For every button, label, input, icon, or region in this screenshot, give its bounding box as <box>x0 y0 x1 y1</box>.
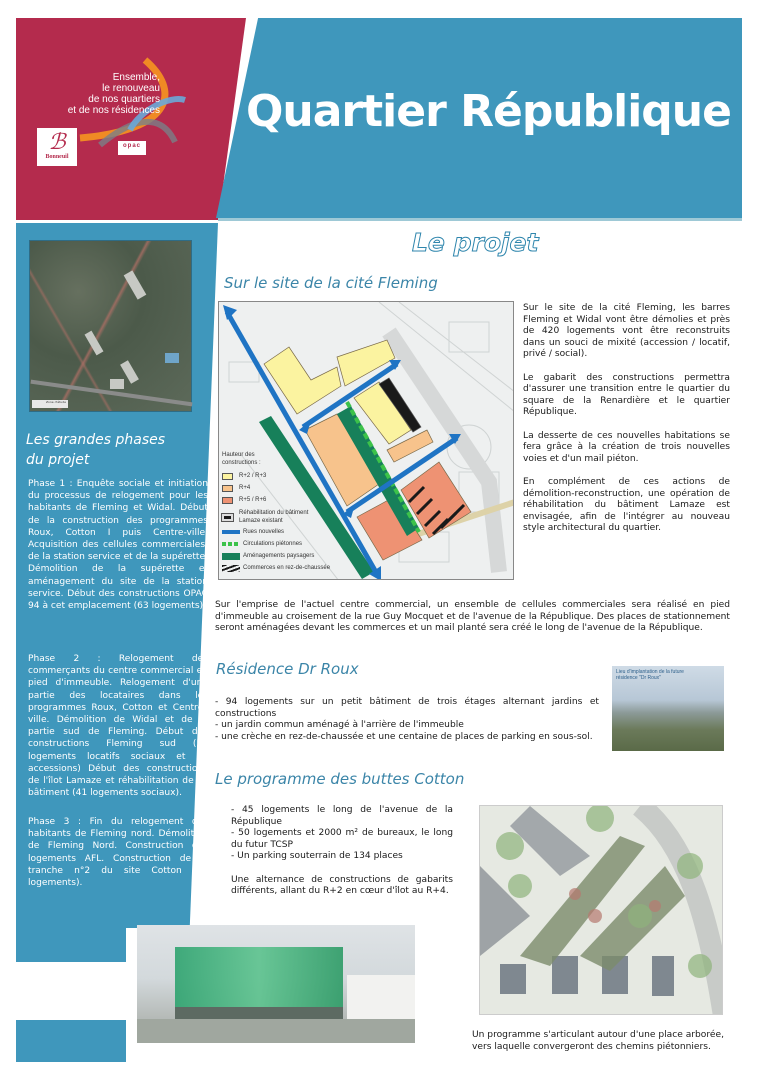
legend-item <box>222 550 342 562</box>
legend-item <box>222 538 342 550</box>
roux-bullet: - une crèche en rez-de-chaussée et une centaine de places de parking en sous-sol. <box>215 731 593 742</box>
phases-title-line: du projet <box>26 452 90 468</box>
legend-label: Réhabilitation du bâtiment Lamaze existant <box>239 510 309 524</box>
phase-2-text: Phase 2 : Relogement des commerçants du centre commercial en pied d'immeuble. Relogement d'une partie des locataires dans les programmes Roux, Cotton et Centre?ville. Démolition de Widal et de la partie sud de Fleming. Début des constructions Fleming sud (52 logements locatifs sociaux et 37 accessions) Début des constructions de l'îlot Lamaze et réhabilitation de ce bâtiment (41 logements sociaux). <box>28 654 208 799</box>
ground-floor <box>175 1007 343 1019</box>
fleming-description <box>523 303 730 546</box>
legend-item <box>222 562 342 574</box>
slogan-line: et de nos résidences <box>67 105 160 116</box>
bottom-strip <box>16 1020 126 1062</box>
legend-item <box>222 470 342 482</box>
legend-label: Circulations piétonnes <box>243 541 303 547</box>
legend-heading: Hauteur des constructions : <box>222 452 261 466</box>
aerial-scale-legend <box>32 400 68 408</box>
cotton-title: Le programme des buttes Cotton <box>215 770 465 788</box>
slogan-line: de nos quartiers <box>88 94 160 105</box>
slogan-line: le renouveau <box>102 83 160 94</box>
legend-label: R+5 / R+6 <box>239 497 267 503</box>
sidebar-bottom-panel <box>16 900 126 962</box>
cotton-bullets <box>231 805 453 898</box>
cotton-bullet: - Un parking souterrain de 134 places <box>231 851 403 862</box>
legend-item <box>222 526 342 538</box>
double-arrow-green-icon <box>222 542 240 546</box>
fleming-paragraph: En complément de ces actions de démolition-reconstruction, une opération de réhabilitation du bâtiment Lamaze est envisagée, afin de l'intégrer au nouveau style architectural du quartier. <box>523 476 730 534</box>
roux-bullet: - 94 logements sur un petit bâtiment de trois étages alternant jardins et constructions <box>215 697 599 719</box>
roux-bullet: - un jardin commun aménagé à l'arrière de l'immeuble <box>215 720 464 731</box>
street <box>137 1019 415 1043</box>
legend-item <box>222 494 342 506</box>
aerial-scale-label: Zone d'étude <box>46 400 66 404</box>
cotton-paragraph: Une alternance de constructions de gabarits différents, allant du R+2 en cœur d'îlot au R+4. <box>231 874 453 897</box>
fleming-paragraph: La desserte de ces nouvelles habitations se fera grâce à la création de trois nouvelles voies et d'un mail piéton. <box>523 430 730 464</box>
cotton-site-plan <box>479 805 723 1015</box>
cotton-caption: Un programme s'articulant autour d'une place arborée, vers laquelle convergeront des chemins piétonniers. <box>472 1030 724 1052</box>
page-title: Quartier République <box>246 86 731 137</box>
legend-swatch-r5-r6 <box>222 497 233 504</box>
legend-swatch-r2-r3 <box>222 473 233 480</box>
slogan <box>20 72 160 116</box>
legend-item <box>222 482 342 494</box>
phases-title-line: Les grandes phases <box>26 432 166 448</box>
green-facade <box>175 947 343 1007</box>
cotton-bullet: - 45 logements le long de l'avenue de la République <box>231 805 453 827</box>
cotton-bullet: - 50 logements et 2000 m² de bureaux, le long du futur TCSP <box>231 828 453 850</box>
site-plan-legend <box>222 451 342 574</box>
fleming-paragraph: Le gabarit des constructions permettra d'assurer une transition entre le quartier du square de la Renardière et le quartier République. <box>523 372 730 418</box>
phase-3-text: Phase 3 : Fin du relogement des habitants de Fleming nord. Démolition de Fleming Nord. Construction des logements AFL. Construction de la tranche n°2 du site Cotton (50 logements). <box>28 817 208 889</box>
roux-photo-caption: Lieu d'implantation de la future résidence "Dr Roux" <box>616 669 684 681</box>
legend-label: R+2 / R+3 <box>239 473 267 479</box>
phase-1-text: Phase 1 : Enquête sociale et initiation du processus de relogement pour les habitants de Fleming et Widal. Début de la construction des programmes Roux, Cotton I puis Centre-ville. Acquisition des cellules commerciales, de la station service et de la supérette. Démolition de la supérette et aménagement du site de la station service. Début des constructions OPAC 94 à cet emplacement (63 logements). <box>28 479 208 612</box>
fleming-title: Sur le site de la cité Fleming <box>224 274 438 292</box>
slogan-line: Ensemble, <box>112 72 160 83</box>
legend-swatch-hatch-icon <box>222 565 240 572</box>
legend-swatch-lamaze <box>222 514 233 521</box>
legend-label: Commerces en rez-de-chaussée <box>243 565 331 571</box>
legend-label: Rues nouvelles <box>243 529 285 535</box>
roux-bullets <box>215 697 599 743</box>
projet-title: Le projet <box>412 228 539 257</box>
roux-site-photo <box>612 666 724 751</box>
opac-logo: opac <box>118 141 146 155</box>
roux-title: Résidence Dr Roux <box>216 660 359 678</box>
legend-item <box>222 508 342 526</box>
fleming-site-plan <box>218 301 514 580</box>
legend-label: R+4 <box>239 485 251 491</box>
fleming-paragraph: Sur le site de la cité Fleming, les barres Fleming et Widal vont être démolies et près de 420 logements vont être reconstruits dans un souci de mixité (accession / locatif, privé / social). <box>523 303 730 360</box>
legend-swatch-r4 <box>222 485 233 492</box>
aerial-photo <box>29 240 192 412</box>
cotton-plan-drawing <box>480 806 723 1015</box>
header-divider <box>218 218 742 221</box>
bonneuil-b-glyph-icon: ℬ <box>48 129 66 154</box>
white-building <box>347 975 415 1019</box>
legend-swatch-landscape <box>222 553 240 560</box>
commercial-paragraph: Sur l'emprise de l'actuel centre commercial, un ensemble de cellules commerciales sera réalisé en pied d'immeuble au croisement de la rue Guy Mocquet et de l'avenue de la République. Des places de stationnement seront aménagées devant les commerces et un mail planté sera créé le long de l'avenue de la République. <box>215 600 730 634</box>
bonneuil-logo <box>37 128 77 166</box>
bonneuil-name: Bonneuil <box>45 154 69 160</box>
legend-label: Aménagements paysagers <box>243 553 315 559</box>
phases-title <box>26 430 165 470</box>
cotton-building-render <box>137 925 415 1043</box>
double-arrow-blue-icon <box>222 530 240 534</box>
